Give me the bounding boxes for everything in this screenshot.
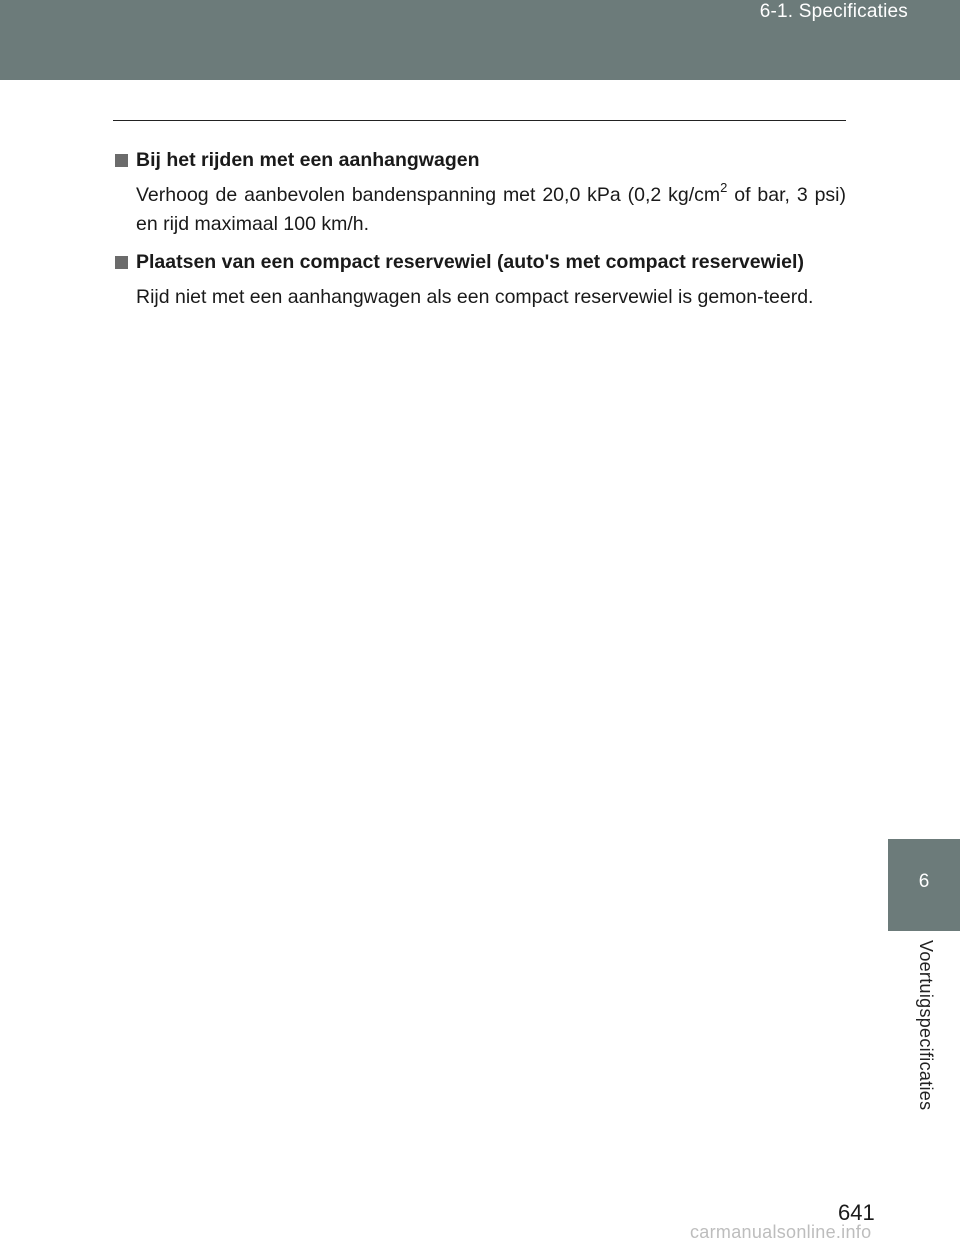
body-text: Verhoog de aanbevolen bandenspanning met 20,0 kPa (0,2 kg/cm — [136, 184, 721, 206]
square-bullet-icon — [115, 256, 128, 269]
body-text-continued: of bar, 3 psi) en rijd maximaal 100 km/h. — [136, 184, 846, 235]
square-bullet-icon — [115, 154, 128, 167]
chapter-number: 6 — [918, 871, 930, 892]
main-content — [113, 146, 846, 321]
chapter-label: Voertuigspecificaties — [916, 940, 936, 1111]
section-heading — [113, 248, 846, 277]
section-title: 6-1. Specificaties — [759, 1, 908, 22]
section-trailer — [113, 146, 846, 239]
section-spare-wheel — [113, 248, 846, 312]
superscript: 2 — [720, 179, 728, 195]
chapter-tab[interactable] — [888, 839, 960, 931]
page-number: 641 — [838, 1200, 875, 1225]
heading-text: Bij het rijden met een aanhangwagen — [136, 149, 480, 171]
watermark: carmanualsonline.info — [690, 1222, 872, 1242]
heading-text: Plaatsen van een compact reservewiel (auto's met compact reservewiel) — [136, 251, 804, 273]
section-heading — [113, 146, 846, 175]
header-bar — [0, 0, 960, 80]
top-rule — [113, 120, 846, 121]
section-body: Rijd niet met een aanhangwagen als een compact reservewiel is gemon-teerd. — [136, 286, 814, 308]
section-body — [113, 181, 846, 239]
